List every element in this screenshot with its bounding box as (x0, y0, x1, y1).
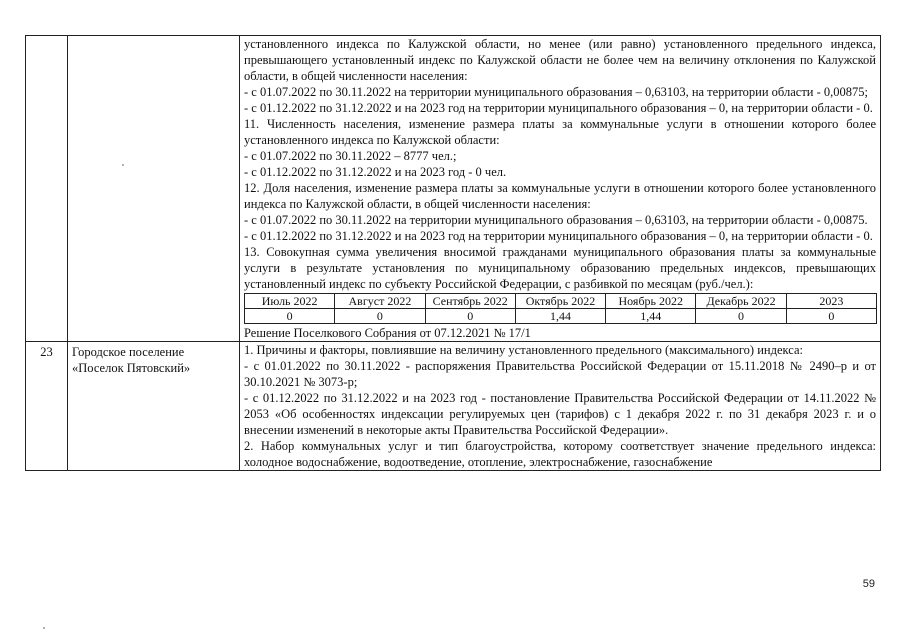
months-values-row (245, 309, 877, 324)
details-cell (240, 342, 881, 471)
month-value: 1,44 (515, 309, 605, 324)
month-value: 0 (786, 309, 876, 324)
month-value: 1,44 (606, 309, 696, 324)
scan-speck (122, 164, 124, 166)
month-header: Август 2022 (335, 294, 425, 309)
row-number-cell: 23 (26, 342, 68, 471)
table-row (26, 342, 881, 471)
paragraph: 2. Набор коммунальных услуг и тип благоустройства, которому соответствует значение предельного индекса: холодное водоснабжение, водоотведение, отопление, электроснабжение, газоснабжение (244, 439, 876, 469)
month-header: 2023 (786, 294, 876, 309)
month-value: 0 (245, 309, 335, 324)
monthly-increase-table (244, 293, 877, 324)
paragraph: - с 01.07.2022 по 30.11.2022 на территории муниципального образования – 0,63103, на территории области - 0,00875. (244, 213, 868, 227)
details-cell (240, 36, 881, 342)
paragraph: - с 01.12.2022 по 31.12.2022 и на 2023 год на территории муниципального образования – 0, на территории области - 0. (244, 101, 873, 115)
month-value: 0 (696, 309, 786, 324)
paragraph: 13. Совокупная сумма увеличения вносимой гражданами муниципального образования платы за коммунальные услуги в результате установления по муниципальному образованию предельных индексов, превышающих установленный индекс по субъекту Российской Федерации, с разбивкой по месяцам (руб./чел.): (244, 245, 876, 291)
month-header: Ноябрь 2022 (606, 294, 696, 309)
page-number: 59 (862, 578, 875, 590)
paragraph: 1. Причины и факторы, повлиявшие на величину установленного предельного (максимального) индекса: (244, 343, 803, 357)
municipality-name-cell: Городское поселение «Поселок Пятовский» (68, 342, 240, 471)
paragraph: установленного индекса по Калужской области, но менее (или равно) установленного предельного индекса, превышающего установленный индекс по Калужской области не более чем на величину отклонения по Калужской области, в общей численности населения: (244, 37, 876, 83)
month-value: 0 (425, 309, 515, 324)
month-header: Июль 2022 (245, 294, 335, 309)
paragraph: - с 01.12.2022 по 31.12.2022 и на 2023 год на территории муниципального образования – 0, на территории области - 0. (244, 229, 873, 243)
month-value: 0 (335, 309, 425, 324)
municipality-name-cell (68, 36, 240, 342)
decision-reference: Решение Поселкового Собрания от 07.12.2021 № 17/1 (244, 326, 531, 340)
table-row (26, 36, 881, 342)
scan-speck (43, 627, 45, 629)
municipal-index-table (25, 35, 881, 471)
paragraph: - с 01.12.2022 по 31.12.2022 и на 2023 год - 0 чел. (244, 165, 507, 179)
month-header: Декабрь 2022 (696, 294, 786, 309)
months-header-row (245, 294, 877, 309)
month-header: Октябрь 2022 (515, 294, 605, 309)
paragraph: 12. Доля населения, изменение размера платы за коммунальные услуги в отношении которого более установленного индекса по Калужской области, в общей численности населения: (244, 181, 876, 211)
paragraph: - с 01.01.2022 по 30.11.2022 - распоряжения Правительства Российской Федерации от 15.11.2018 № 2490–р и от 30.10.2021 № 3073-р; (244, 359, 876, 389)
paragraph: 11. Численность населения, изменение размера платы за коммунальные услуги в отношении которого более установленного индекса по Калужской области: (244, 117, 876, 147)
month-header: Сентябрь 2022 (425, 294, 515, 309)
row-number-cell (26, 36, 68, 342)
paragraph: - с 01.07.2022 по 30.11.2022 – 8777 чел.; (244, 149, 457, 163)
paragraph: - с 01.07.2022 по 30.11.2022 на территории муниципального образования – 0,63103, на территории области - 0,00875; (244, 85, 868, 99)
paragraph: - с 01.12.2022 по 31.12.2022 и на 2023 год - постановление Правительства Российской Федерации от 14.11.2022 № 2053 «Об особенностях индексации регулируемых цен (тарифов) с 1 декабря 2022 г. по 31 декабря 2023 г. и о внесении изменений в некоторые акты Правительства Российской Федерации». (244, 391, 876, 437)
